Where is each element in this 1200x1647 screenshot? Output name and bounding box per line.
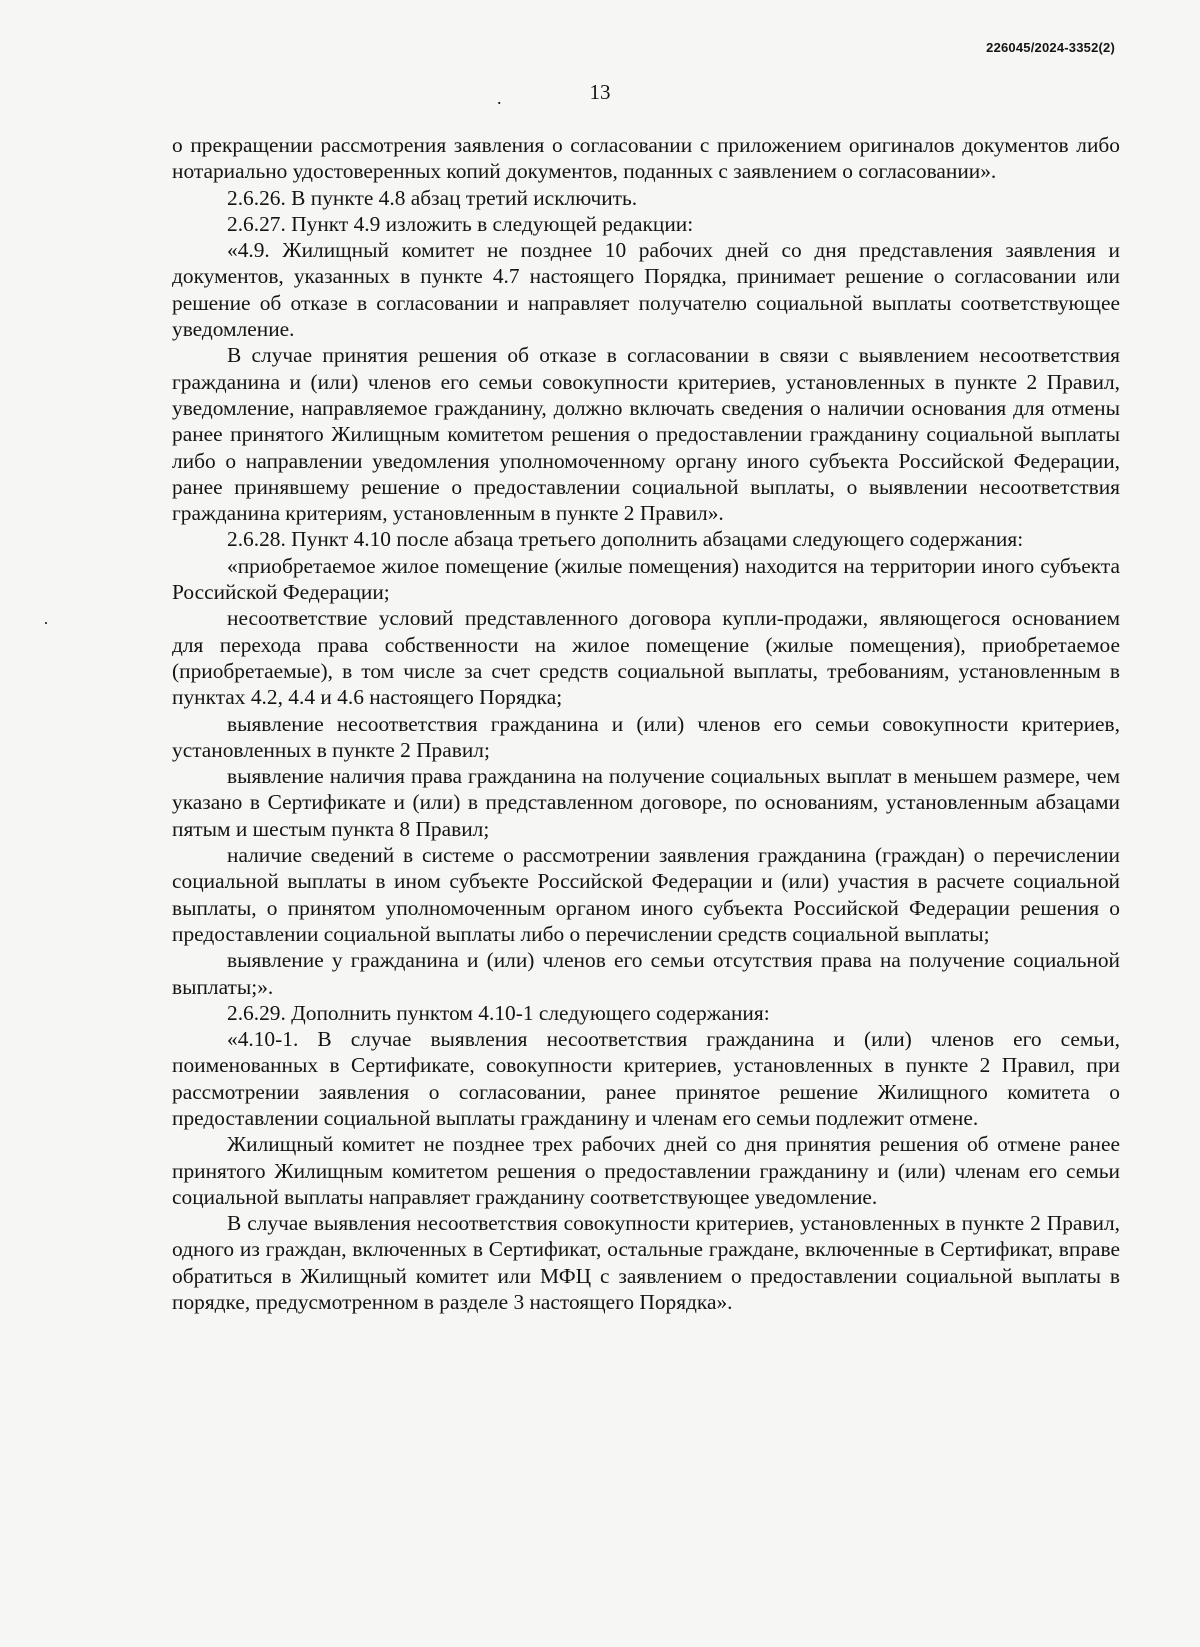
scan-speck (45, 622, 47, 624)
paragraph: выявление несоответствия гражданина и (или) членов его семьи совокупности критериев, установленных в пункте 2 Правил; (172, 711, 1120, 762)
paragraph: 2.6.27. Пункт 4.9 изложить в следующей редакции: (227, 211, 694, 236)
paragraph: 2.6.28. Пункт 4.10 после абзаца третьего дополнить абзацами следующего содержания: (227, 527, 1024, 552)
paragraph: о прекращении рассмотрения заявления о согласовании с приложением оригиналов документов либо нотариально удостоверенных копий документов, поданных с заявлением о согласовании». (172, 133, 1120, 184)
paragraph: выявление у гражданина и (или) членов его семьи отсутствия права на получение социальной выплаты;». (172, 948, 1120, 999)
paragraph: «4.9. Жилищный комитет не позднее 10 рабочих дней со дня представления заявления и документов, указанных в пункте 4.7 настоящего Порядка, принимает решение о согласовании или решение об отказе в согласовании и направляет получателю социальной выплаты соответствующее уведомление. (172, 238, 1120, 342)
paragraph: выявление наличия права гражданина на получение социальных выплат в меньшем размере, чем указано в Сертификате и (или) в представленном договоре, по основаниям, установленным абзацами пятым и шестым пункта 8 Правил; (172, 764, 1120, 841)
scan-dot: . (497, 88, 502, 108)
paragraph: Жилищный комитет не позднее трех рабочих дней со дня принятия решения об отмене ранее принятого Жилищным комитетом решения о предоставлении гражданину и (или) членам его семьи социальной выплаты направляет гражданину соответствующее уведомление. (172, 1132, 1120, 1209)
document-number: 226045/2024-3352(2) (986, 40, 1115, 55)
paragraph: несоответствие условий представленного договора купли-продажи, являющегося основанием для перехода права собственности на жилое помещение (жилые помещения), приобретаемое (приобретаемые), в том числе за счет средств социальной выплаты, требованиям, установленным в пунктах 4.2, 4.4 и 4.6 настоящего Порядка; (172, 606, 1120, 710)
paragraph: В случае принятия решения об отказе в согласовании в связи с выявлением несоответствия гражданина и (или) членов его семьи совокупности критериев, установленных в пункте 2 Правил, уведомление, направляемое гражданину, должно включать сведения о наличии основания для отмены ранее принятого Жилищным комитетом решения о предоставлении гражданину социальной выплаты либо о направлении уведомления уполномоченному органу иного субъекта Российской Федерации, ранее принявшему решение о предоставлении социальной выплаты, о выявлении несоответствия гражданина критериям, установленным в пункте 2 Правил». (172, 343, 1120, 526)
paragraph: 2.6.26. В пункте 4.8 абзац третий исключить. (227, 185, 638, 210)
page-number: 13 (589, 80, 611, 104)
paragraph: наличие сведений в системе о рассмотрении заявления гражданина (граждан) о перечислении социальной выплаты в ином субъекте Российской Федерации и (или) участия в расчете социальной выплаты, о принятом уполномоченным органом иного субъекта Российской Федерации решения о предоставлении социальной выплаты либо о перечислении средств социальной выплаты; (172, 843, 1120, 946)
paragraph: «4.10-1. В случае выявления несоответствия гражданина и (или) членов его семьи, поименованных в Сертификате, совокупности критериев, установленных в пункте 2 Правил, при рассмотрении заявления о согласовании, ранее принятое решение Жилищного комитета о предоставлении социальной выплаты гражданину и членам его семьи подлежит отмене. (172, 1027, 1120, 1130)
paragraph: «приобретаемое жилое помещение (жилые помещения) находится на территории иного субъекта Российской Федерации; (172, 553, 1120, 605)
paragraph: 2.6.29. Дополнить пунктом 4.10-1 следующего содержания: (227, 1000, 770, 1025)
document-body (172, 132, 1120, 1315)
paragraph: В случае выявления несоответствия совокупности критериев, установленных в пункте 2 Правил, одного из граждан, включенных в Сертификат, остальные граждане, включенные в Сертификат, вправе обратиться в Жилищный комитет или МФЦ с заявлением о предоставлении социальной выплаты в порядке, предусмотренном в разделе 3 настоящего Порядка». (172, 1211, 1120, 1315)
